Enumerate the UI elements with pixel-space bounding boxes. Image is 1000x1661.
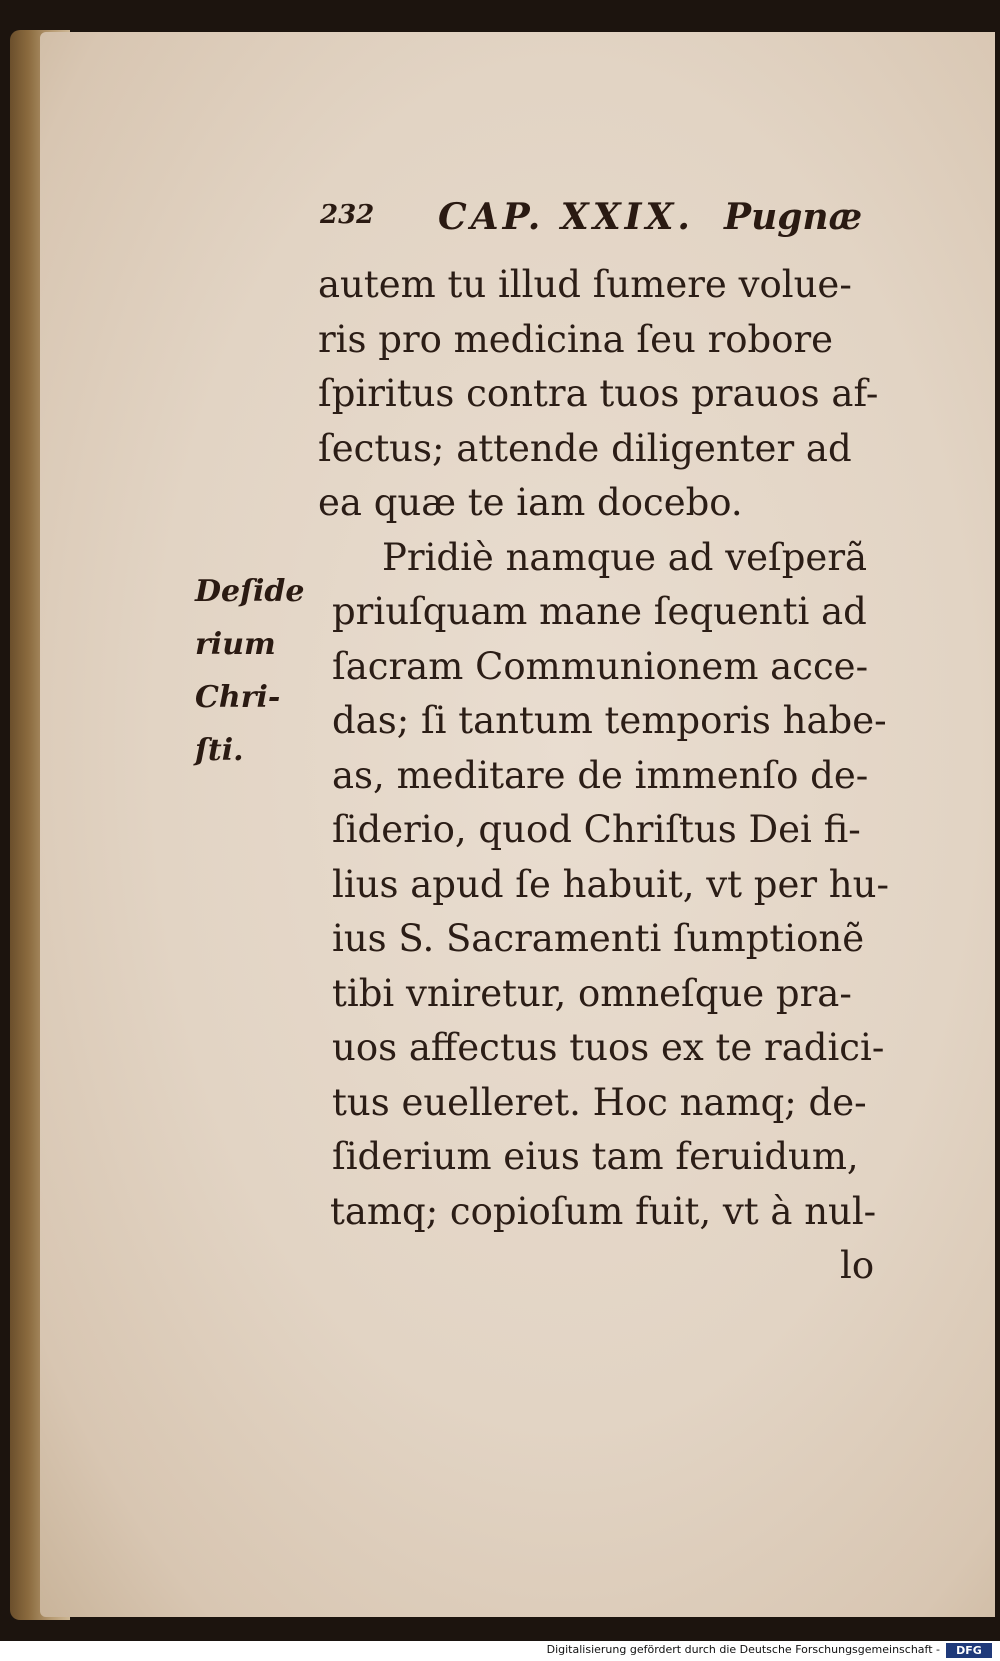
- chapter-heading: CAP. XXIX.: [438, 196, 694, 238]
- text-line: priuſquam mane ſequenti ad: [332, 590, 867, 633]
- text-line: ea quæ te iam docebo.: [318, 481, 743, 524]
- text-line: uos affectus tuos ex te radici-: [332, 1026, 885, 1069]
- text-line: das; ſi tantum temporis habe-: [332, 699, 887, 742]
- text-line: ſectus; attende diligenter ad: [318, 426, 852, 470]
- running-header: [320, 196, 863, 246]
- text-line: tibi vniretur, omneſque pra-: [332, 971, 852, 1015]
- margin-note-line: Chri-: [195, 680, 281, 715]
- page-number: 232: [320, 200, 375, 230]
- text-line: ſiderium eius tam feruidum,: [332, 1135, 859, 1178]
- text-line: Pridiè namque ad veſperã: [382, 535, 868, 579]
- text-line: ſiderio, quod Chriſtus Dei fi-: [332, 808, 861, 851]
- text-line: as, meditare de immenſo de-: [332, 753, 869, 797]
- margin-note: [195, 565, 315, 777]
- text-line: tamq; copioſum fuit, vt à nul-: [330, 1189, 877, 1233]
- running-title: Pugnæ: [724, 196, 863, 238]
- text-line: ris pro medicina ſeu robore: [318, 317, 834, 361]
- text-line: ſacram Communionem acce-: [332, 644, 869, 688]
- catchword: lo: [840, 1244, 875, 1287]
- margin-note-line: ſti.: [195, 733, 244, 768]
- body-text: [318, 258, 938, 1294]
- dfg-logo-icon: DFG: [946, 1643, 992, 1658]
- text-line: ſpiritus contra tuos prauos af-: [318, 372, 879, 415]
- text-line: autem tu illud ſumere volue-: [318, 263, 852, 306]
- text-line: lius apud ſe habuit, vt per hu-: [332, 862, 889, 906]
- text-line: tus euelleret. Hoc namq; de-: [332, 1080, 867, 1124]
- text-line: ius S. Sacramenti ſumptionẽ: [332, 917, 865, 960]
- margin-note-line: Deſide: [195, 574, 305, 609]
- footer-credit: Digitalisierung gefördert durch die Deutsche Forschungsgemeinschaft -: [546, 1643, 940, 1656]
- margin-note-line: rium: [195, 627, 276, 662]
- digitization-footer: [0, 1641, 1000, 1661]
